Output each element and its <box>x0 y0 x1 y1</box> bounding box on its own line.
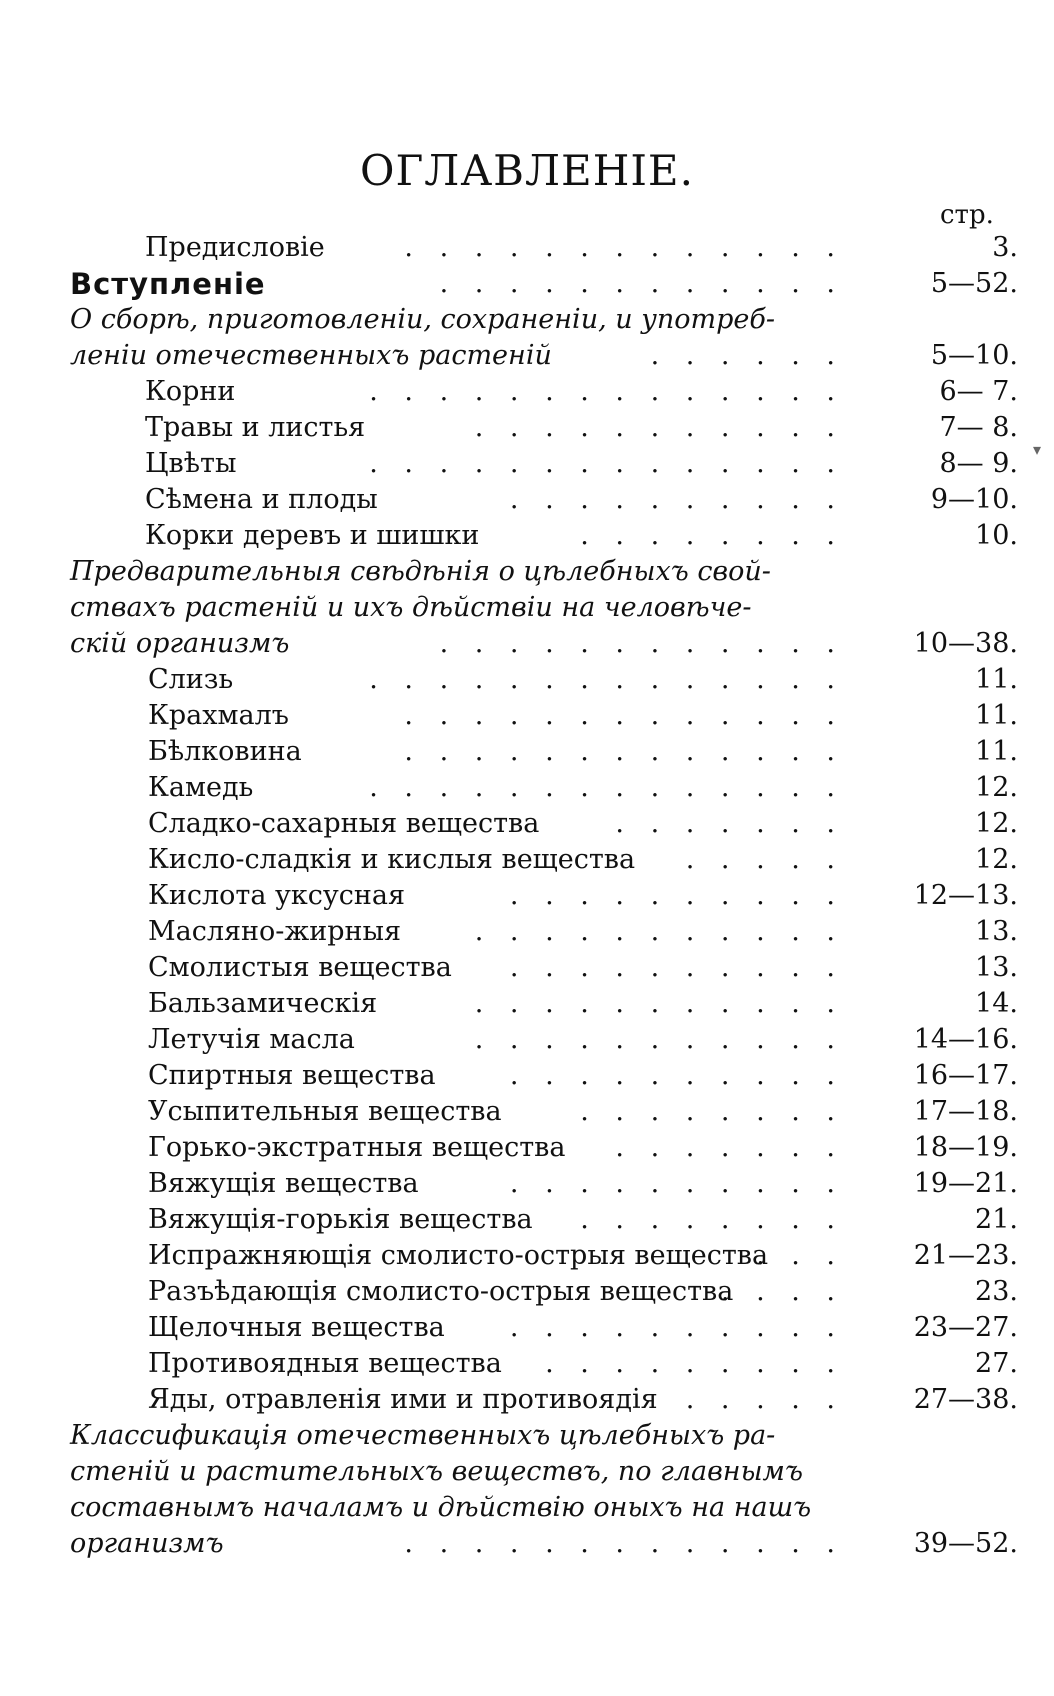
toc-entry-title: Кисло-сладкія и кислыя вещества <box>148 844 636 875</box>
table-of-contents <box>0 230 1054 1562</box>
toc-page-number: 11. <box>975 736 1018 767</box>
toc-dot-leader: . . . <box>756 1240 844 1271</box>
toc-dot-leader: . . . . . . . . . . . . <box>439 268 844 299</box>
toc-page-number: 23. <box>975 1276 1018 1307</box>
toc-page-number: 8— 9. <box>939 448 1018 479</box>
toc-dot-leader: . . . . . . . . . . . . . . <box>369 376 844 407</box>
toc-dot-leader: . . . . . . . . . . . . <box>439 628 844 659</box>
toc-entry-title: Противоядныя вещества <box>148 1348 502 1379</box>
toc-dot-leader: . . . . . . . . . . . . . . <box>369 664 844 695</box>
toc-entry <box>0 1022 1054 1058</box>
toc-entry <box>0 1238 1054 1274</box>
toc-page-number: 21. <box>975 1204 1018 1235</box>
toc-page-number: 14—16. <box>913 1024 1018 1055</box>
toc-entry-title: Корки деревъ и шишки <box>145 520 480 551</box>
toc-dot-leader: . . . . . . . . . . <box>509 880 844 911</box>
toc-page-number: 5—10. <box>930 340 1018 371</box>
toc-page-number: 3. <box>992 232 1018 263</box>
toc-dot-leader: . . . . . . <box>650 340 844 371</box>
toc-page-number: 11. <box>975 700 1018 731</box>
toc-dot-leader: . . . . . . . . . . . <box>474 916 844 947</box>
toc-entry <box>0 770 1054 806</box>
toc-dot-leader: . . . . . . . . . . <box>509 484 844 515</box>
toc-entry-title: Смолистыя вещества <box>148 952 452 983</box>
toc-entry <box>0 590 1054 626</box>
page-column-label: стр. <box>940 200 994 230</box>
toc-entry <box>0 1202 1054 1238</box>
toc-page-number: 14. <box>975 988 1018 1019</box>
toc-page-number: 6— 7. <box>939 376 1018 407</box>
toc-page-number: 13. <box>975 916 1018 947</box>
toc-entry <box>0 842 1054 878</box>
toc-entry <box>0 698 1054 734</box>
toc-entry-title: Корни <box>145 376 236 407</box>
toc-dot-leader: . . . . . . . . . . . . . <box>404 232 844 263</box>
toc-entry <box>0 446 1054 482</box>
toc-dot-leader: . . . . . . . <box>615 808 844 839</box>
toc-entry <box>0 806 1054 842</box>
toc-entry-title: Масляно-жирныя <box>148 916 402 947</box>
toc-entry-title: Усыпительныя вещества <box>148 1096 502 1127</box>
toc-dot-leader: . . . . . . . . . . . <box>474 1024 844 1055</box>
toc-entry-title: Крахмалъ <box>148 700 289 731</box>
toc-dot-leader: . . . . . <box>685 844 844 875</box>
toc-page-number: 11. <box>975 664 1018 695</box>
toc-entry-title: Вяжущія вещества <box>148 1168 419 1199</box>
toc-entry-title: Вяжущія-горькія вещества <box>148 1204 533 1235</box>
toc-entry-title: Бальзамическія <box>148 988 378 1019</box>
toc-dot-leader: . . . . . . . . . . <box>509 952 844 983</box>
toc-dot-leader: . . . . . . . . . . . <box>474 988 844 1019</box>
toc-entry-title: Испражняющія смолисто-острыя вещества <box>148 1240 769 1271</box>
toc-entry-title: леніи отечественныхъ растеній <box>70 340 552 371</box>
toc-entry <box>0 1418 1054 1454</box>
toc-entry-title: составнымъ началамъ и дѣйствію оныхъ на нашъ <box>70 1492 812 1523</box>
toc-entry <box>0 518 1054 554</box>
toc-dot-leader: . . . . . . . . . . . . . <box>404 1528 844 1559</box>
toc-dot-leader: . . . . . . . . . . . . . <box>404 700 844 731</box>
toc-entry-title: Яды, отравленія ими и противоядія <box>148 1384 658 1415</box>
toc-entry <box>0 338 1054 374</box>
toc-entry-title: О сборѣ, приготовленіи, сохраненіи, и употреб- <box>70 304 775 335</box>
toc-entry-title: Вступленіе <box>70 267 266 301</box>
toc-entry <box>0 626 1054 662</box>
toc-entry <box>0 1130 1054 1166</box>
toc-entry-title: Предварительныя свѣдѣнія о цѣлебныхъ свой- <box>70 556 771 587</box>
toc-dot-leader: . . . . . . . . <box>580 1204 844 1235</box>
toc-entry <box>0 410 1054 446</box>
toc-dot-leader: . . . . . . . . . . . . . <box>404 736 844 767</box>
toc-page-number: 17—18. <box>913 1096 1018 1127</box>
toc-entry-title: Горько-экстратныя вещества <box>148 1132 566 1163</box>
toc-entry <box>0 1058 1054 1094</box>
toc-page-number: 21—23. <box>913 1240 1018 1271</box>
toc-entry-title: Слизь <box>148 664 234 695</box>
toc-entry <box>0 374 1054 410</box>
toc-entry-title: Цвѣты <box>145 448 237 479</box>
toc-entry <box>0 1526 1054 1562</box>
toc-entry <box>0 554 1054 590</box>
toc-entry <box>0 1274 1054 1310</box>
toc-entry-title: Спиртныя вещества <box>148 1060 436 1091</box>
toc-entry <box>0 1310 1054 1346</box>
toc-entry <box>0 302 1054 338</box>
toc-page-number: 39—52. <box>913 1528 1018 1559</box>
toc-entry-title: Классификація отечественныхъ цѣлебныхъ ра- <box>70 1420 776 1451</box>
toc-entry-title: Бѣлковина <box>148 736 302 767</box>
toc-page-number: 16—17. <box>913 1060 1018 1091</box>
toc-entry <box>0 1382 1054 1418</box>
toc-entry-title: Разъѣдающія смолисто-острыя вещества <box>148 1276 734 1307</box>
toc-page-number: 10. <box>975 520 1018 551</box>
toc-entry-title: скій организмъ <box>70 628 290 659</box>
toc-entry <box>0 662 1054 698</box>
toc-entry <box>0 230 1054 266</box>
toc-entry <box>0 1346 1054 1382</box>
toc-page-number: 5—52. <box>930 268 1018 299</box>
toc-dot-leader: . . . . . <box>685 1384 844 1415</box>
toc-dot-leader: . . . . . . . . . <box>545 1348 844 1379</box>
toc-page-number: 12. <box>975 844 1018 875</box>
toc-page-number: 9—10. <box>930 484 1018 515</box>
toc-entry-title: Сѣмена и плоды <box>145 484 378 515</box>
toc-entry-title: Травы и листья <box>145 412 366 443</box>
toc-entry-title: Камедь <box>148 772 254 803</box>
toc-entry-title: Кислота уксусная <box>148 880 406 911</box>
toc-dot-leader: . . . . . . . <box>615 1132 844 1163</box>
toc-entry-title: организмъ <box>70 1528 224 1559</box>
toc-page-number: 27—38. <box>913 1384 1018 1415</box>
toc-entry <box>0 1454 1054 1490</box>
speck-mark: ▾ <box>1033 440 1042 459</box>
toc-page-number: 12. <box>975 772 1018 803</box>
toc-page-number: 19—21. <box>913 1168 1018 1199</box>
toc-dot-leader: . . . . . . . . . . <box>509 1312 844 1343</box>
toc-entry <box>0 734 1054 770</box>
toc-entry-title: Щелочныя вещества <box>148 1312 445 1343</box>
toc-page-number: 13. <box>975 952 1018 983</box>
toc-page-number: 18—19. <box>913 1132 1018 1163</box>
toc-dot-leader: . . . . . . . . <box>580 520 844 551</box>
toc-entry-title: ствахъ растеній и ихъ дѣйствіи на человѣче- <box>70 592 752 623</box>
toc-entry <box>0 482 1054 518</box>
toc-dot-leader: . . . . <box>720 1276 844 1307</box>
toc-page-number: 10—38. <box>913 628 1018 659</box>
toc-page-number: 23—27. <box>913 1312 1018 1343</box>
toc-entry-title: Летучія масла <box>148 1024 355 1055</box>
toc-entry-title: Предисловіе <box>145 232 325 263</box>
page-title: ОГЛАВЛЕНІЕ. <box>360 146 694 195</box>
toc-entry <box>0 878 1054 914</box>
toc-entry <box>0 950 1054 986</box>
toc-dot-leader: . . . . . . . . . . . . . . <box>369 448 844 479</box>
toc-entry <box>0 266 1054 302</box>
toc-page-number: 7— 8. <box>939 412 1018 443</box>
toc-dot-leader: . . . . . . . . . . <box>509 1168 844 1199</box>
toc-entry <box>0 1094 1054 1130</box>
toc-entry <box>0 1490 1054 1526</box>
toc-entry-title: Сладко-сахарныя вещества <box>148 808 540 839</box>
toc-dot-leader: . . . . . . . . . . . . . . <box>369 772 844 803</box>
toc-dot-leader: . . . . . . . . <box>580 1096 844 1127</box>
toc-page-number: 12. <box>975 808 1018 839</box>
toc-entry-title: стеній и растительныхъ веществъ, по главнымъ <box>70 1456 803 1487</box>
toc-dot-leader: . . . . . . . . . . <box>509 1060 844 1091</box>
toc-entry <box>0 1166 1054 1202</box>
toc-page-number: 27. <box>975 1348 1018 1379</box>
toc-entry <box>0 914 1054 950</box>
toc-page-number: 12—13. <box>913 880 1018 911</box>
toc-entry <box>0 986 1054 1022</box>
toc-dot-leader: . . . . . . . . . . . <box>474 412 844 443</box>
